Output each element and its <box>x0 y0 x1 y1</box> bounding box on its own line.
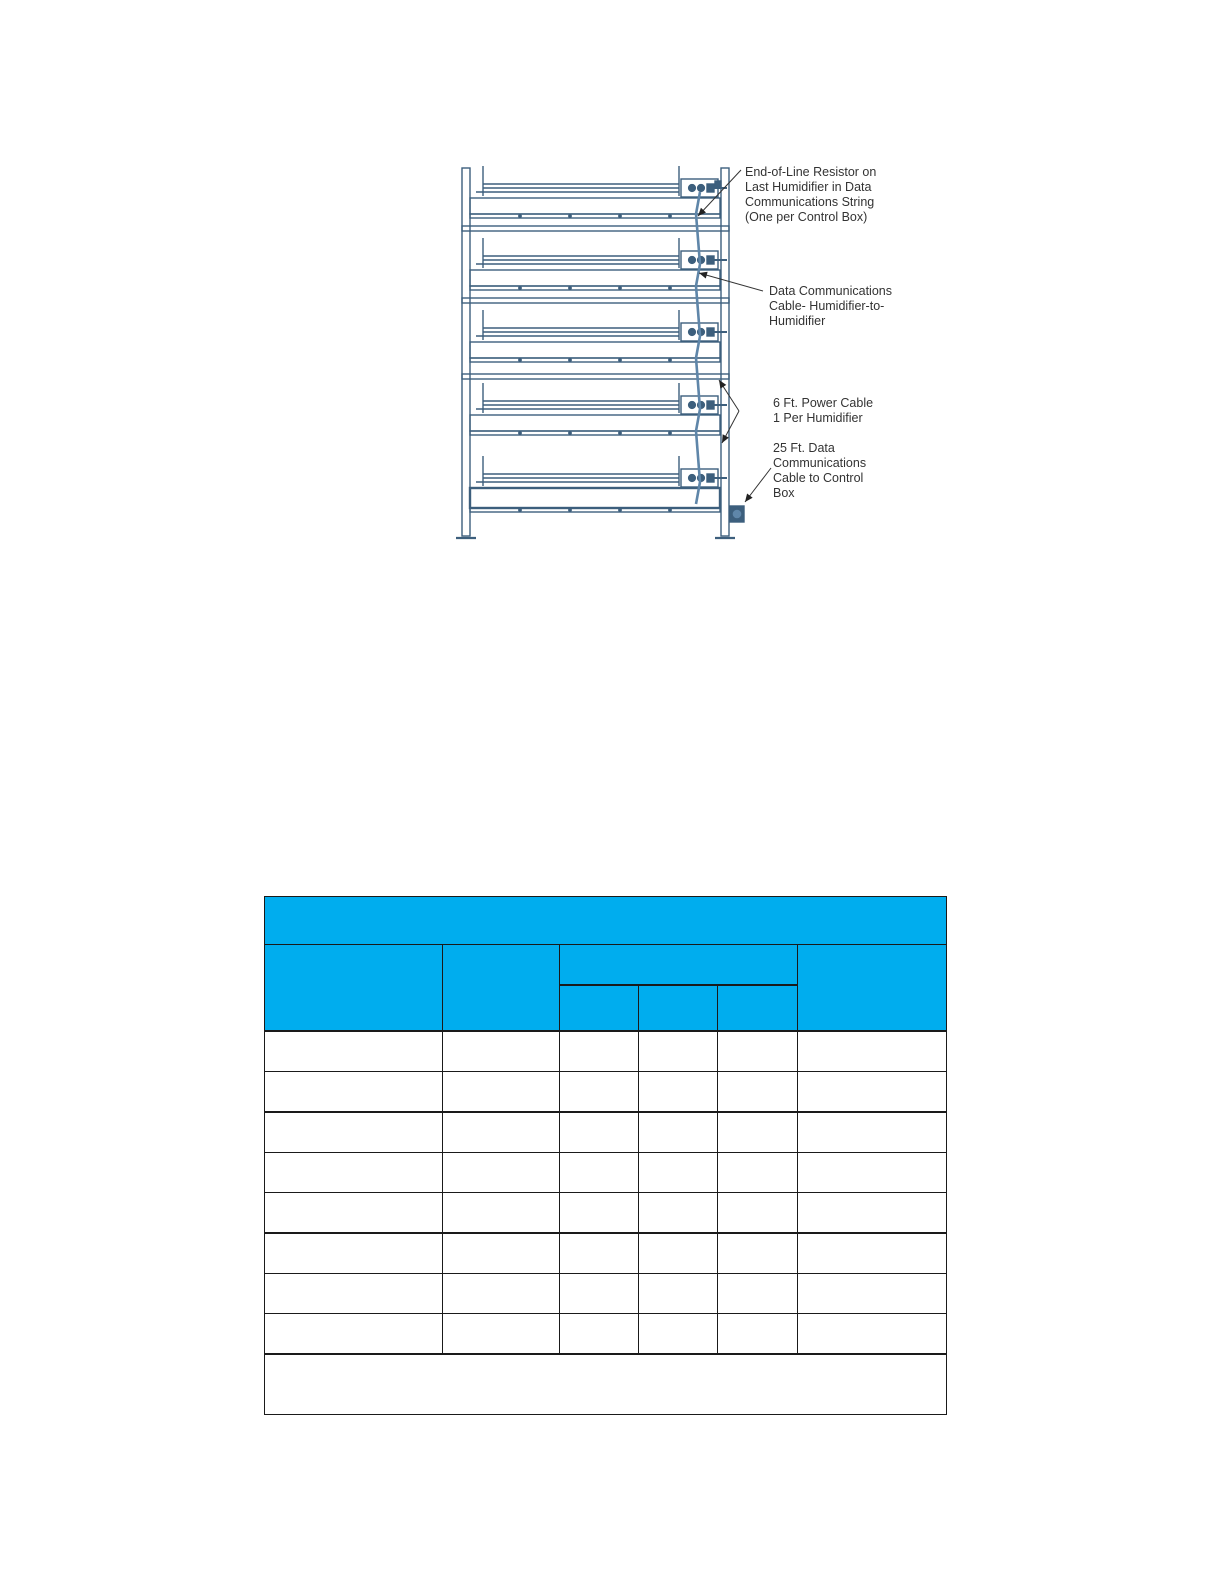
table-cell <box>560 1153 639 1193</box>
table-cell <box>798 1031 947 1072</box>
table-row <box>265 1153 947 1193</box>
leader-control-cable-arrowhead <box>745 494 753 502</box>
table-cell <box>798 1233 947 1274</box>
leader-data-cable-arrowhead <box>699 272 708 279</box>
table-cell <box>443 1112 560 1153</box>
table-cell <box>265 1031 443 1072</box>
table-cell <box>639 1233 718 1274</box>
table-cell <box>560 1072 639 1113</box>
table-cell <box>639 1314 718 1355</box>
power-plug <box>707 328 714 336</box>
table-cell <box>443 1233 560 1274</box>
humidifier-unit <box>470 383 727 435</box>
table-cell <box>798 1193 947 1234</box>
callout-end-of-line-resistor: End-of-Line Resistor on Last Humidifier in Data Communications String (One per Control Box) <box>745 165 877 224</box>
connector-port <box>689 185 696 192</box>
subheader-cell <box>560 985 639 1031</box>
table-title <box>265 897 947 945</box>
table-cell <box>639 1072 718 1113</box>
table-row <box>265 1233 947 1274</box>
table-row <box>265 1031 947 1072</box>
left-post <box>462 168 470 536</box>
table-cell <box>443 1153 560 1193</box>
header-cell <box>265 945 443 1032</box>
power-plug <box>707 256 714 264</box>
connector-port <box>689 402 696 409</box>
table-cell <box>443 1072 560 1113</box>
table-cell <box>560 1233 639 1274</box>
table-cell <box>639 1274 718 1314</box>
table-cell <box>718 1193 798 1234</box>
connector-port <box>689 257 696 264</box>
frame-crossbar <box>462 298 729 303</box>
table-cell <box>265 1233 443 1274</box>
end-of-line-resistor <box>715 181 721 187</box>
table-cell <box>265 1112 443 1153</box>
table-row <box>265 1274 947 1314</box>
table-cell <box>639 1112 718 1153</box>
connector-port <box>698 185 705 192</box>
callout-control-box-cable: 25 Ft. Data Communications Cable to Control Box <box>773 441 867 500</box>
table-cell <box>265 1193 443 1234</box>
humidifier-unit <box>470 166 727 218</box>
right-post <box>721 168 729 536</box>
power-plug <box>707 401 714 409</box>
table-body <box>265 1031 947 1354</box>
table-cell <box>443 1193 560 1234</box>
table-cell <box>443 1274 560 1314</box>
table-cell <box>718 1153 798 1193</box>
table-cell <box>443 1031 560 1072</box>
cable-path <box>696 192 700 504</box>
table-cell <box>560 1112 639 1153</box>
humidifier-unit <box>470 310 727 362</box>
table-cell <box>560 1031 639 1072</box>
table-footnote <box>265 1354 947 1415</box>
table-cell <box>560 1274 639 1314</box>
table-cell <box>718 1112 798 1153</box>
table-row <box>265 1314 947 1355</box>
table-cell <box>639 1193 718 1234</box>
leader-power-cable-upper-arrowhead <box>719 380 726 389</box>
table-row <box>265 1193 947 1234</box>
table-cell <box>265 1072 443 1113</box>
table-cell <box>798 1274 947 1314</box>
table-cell <box>798 1112 947 1153</box>
connector-port <box>689 329 696 336</box>
table-cell <box>718 1072 798 1113</box>
table-cell <box>560 1193 639 1234</box>
table-cell <box>560 1314 639 1355</box>
table-row <box>265 1112 947 1153</box>
frame-crossbar <box>462 226 729 231</box>
humidifier-unit <box>470 238 727 290</box>
header-cell <box>798 945 947 1032</box>
callout-power-cable: 6 Ft. Power Cable 1 Per Humidifier <box>773 396 874 425</box>
table-cell <box>265 1274 443 1314</box>
humidifier-unit <box>470 456 727 512</box>
table-cell <box>265 1153 443 1193</box>
callout-data-communications-cable: Data Communications Cable- Humidifier-to- Humidifier <box>769 284 892 328</box>
table-cell <box>265 1314 443 1355</box>
header-group-cell <box>560 945 798 986</box>
leader-data-cable <box>699 273 763 291</box>
power-plug <box>707 474 714 482</box>
table-cell <box>718 1314 798 1355</box>
connector-port <box>689 475 696 482</box>
header-cell <box>443 945 560 1032</box>
specification-table <box>264 896 947 1415</box>
table-cell <box>718 1031 798 1072</box>
table-cell <box>639 1153 718 1193</box>
table-cell <box>639 1031 718 1072</box>
table-cell <box>798 1314 947 1355</box>
frame-crossbar <box>462 374 729 379</box>
table-cell <box>798 1153 947 1193</box>
table-cell <box>798 1072 947 1113</box>
control-box-port <box>732 509 742 519</box>
subheader-cell <box>718 985 798 1031</box>
table-cell <box>718 1233 798 1274</box>
power-plug <box>707 184 714 192</box>
table-cell <box>443 1314 560 1355</box>
table-cell <box>718 1274 798 1314</box>
subheader-cell <box>639 985 718 1031</box>
data-communications-cable <box>696 192 700 504</box>
table-row <box>265 1072 947 1113</box>
